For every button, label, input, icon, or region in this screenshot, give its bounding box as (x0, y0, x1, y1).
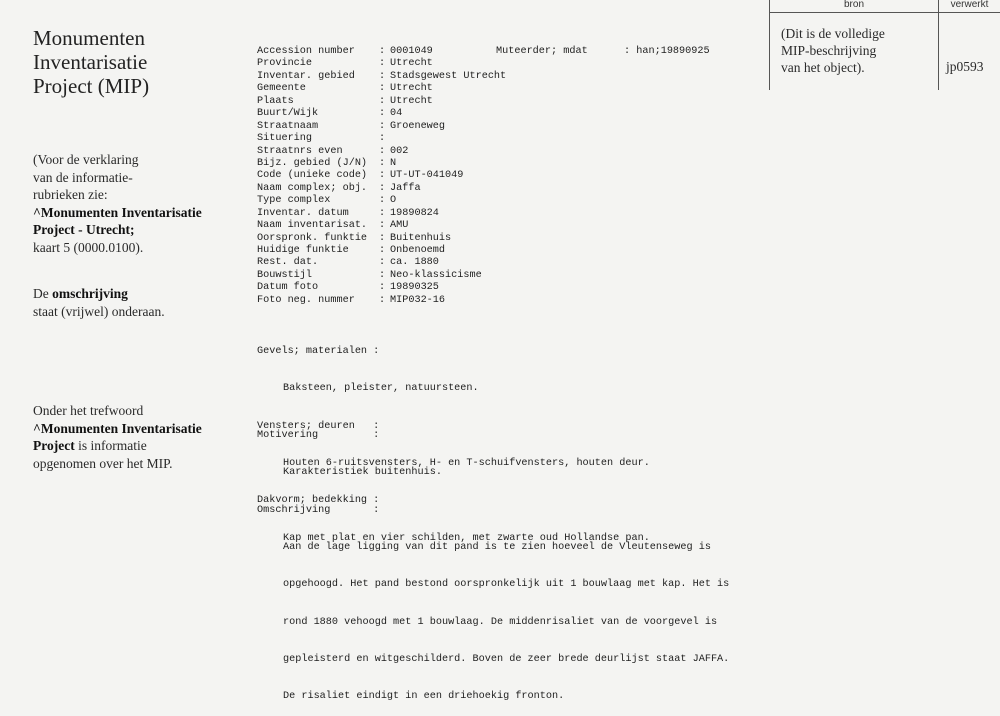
note-text: is informatie (74, 438, 147, 453)
field-value: 002 (390, 145, 409, 157)
section-value: Baksteen, pleister, natuursteen. (283, 383, 479, 395)
reference-link-text[interactable]: Project (33, 438, 75, 453)
record-fields (257, 46, 506, 307)
field-row (257, 183, 506, 195)
reference-link-text: ^Monumenten Inventarisatie (33, 420, 202, 436)
field-colon: : (379, 245, 386, 256)
verwerkt-header: verwerkt (939, 0, 1000, 13)
field-value: Utrecht (390, 95, 433, 107)
bron-line: van het object). (781, 60, 865, 75)
section-label: Vensters; deuren : (257, 420, 380, 432)
field-label: Naam complex; obj. (257, 182, 368, 194)
note-line: van de informatie- (33, 169, 133, 185)
field-colon: : (379, 294, 386, 306)
field-row (257, 295, 506, 307)
field-value: Jaffa (390, 182, 421, 194)
field-colon: : (379, 58, 386, 70)
field-row (257, 46, 506, 58)
section-label: Omschrijving : (257, 504, 380, 516)
bron-line: (Dit is de volledige (781, 26, 885, 41)
field-label: Straatnaam (257, 120, 319, 132)
field-row (257, 71, 506, 83)
field-value: Buitenhuis (390, 232, 452, 244)
reference-link-text: Project - Utrecht; (33, 222, 135, 237)
collection-title-line: Monumenten (33, 26, 145, 50)
field-colon: : (379, 232, 386, 244)
field-colon: : (379, 157, 386, 169)
field-label: Code (unieke code) (257, 170, 368, 182)
field-value: 19890325 (390, 282, 439, 294)
collection-title (33, 26, 233, 98)
description-note (33, 285, 243, 320)
field-row (257, 158, 506, 170)
field-colon: : (379, 269, 386, 281)
field-row (257, 282, 506, 294)
motivation-section (257, 405, 729, 716)
field-value: UT-UT-041049 (390, 170, 464, 182)
field-label: Accession number (257, 46, 355, 57)
field-colon: : (379, 145, 386, 157)
field-value: MIP032-16 (390, 294, 446, 306)
note-line: rubrieken zie: (33, 187, 108, 202)
field-value: Utrecht (390, 58, 433, 70)
field-row (257, 257, 506, 269)
field-label: Rest. dat. (257, 257, 319, 269)
field-value: 04 (390, 108, 403, 120)
field-value: 19890824 (390, 207, 439, 219)
field-row (257, 96, 506, 108)
section-value: Karakteristiek buitenhuis. (283, 467, 442, 479)
verwerkt-cell: jp0593 (946, 59, 984, 74)
field-colon: : (379, 282, 386, 294)
field-value: 0001049 (390, 46, 433, 57)
bron-header: bron (770, 0, 938, 13)
mutation-label: Muteerder; mdat (496, 46, 588, 57)
field-colon: : (379, 108, 386, 120)
field-label: Naam inventarisat. (257, 220, 368, 232)
field-label: Type complex (257, 195, 331, 207)
field-value: Utrecht (390, 83, 433, 95)
note-line (33, 437, 243, 455)
note-line: staat (vrijwel) onderaan. (33, 303, 165, 319)
field-label: Straatnrs even (257, 145, 343, 157)
field-colon: : (379, 182, 386, 194)
field-row (257, 133, 506, 145)
section-value: Kap met plat en vier schilden, met zwarte oud Hollandse pan. (283, 532, 650, 544)
field-value: ca. 1880 (390, 257, 439, 269)
mutation-value: han;19890925 (636, 46, 710, 57)
field-row (257, 270, 506, 282)
field-value: Onbenoemd (390, 245, 446, 256)
field-value: N (390, 157, 397, 169)
field-label: Plaats (257, 95, 294, 107)
field-colon: : (379, 133, 386, 145)
section-value: Houten 6-ruitsvensters, H- en T-schuifvensters, houten deur. (283, 457, 650, 469)
explanation-note (33, 151, 243, 256)
field-row (257, 233, 506, 245)
field-row (257, 220, 506, 232)
note-line: opgenomen over het MIP. (33, 455, 173, 471)
reference-link-text: ^Monumenten Inventarisatie (33, 204, 202, 220)
field-colon: : (379, 170, 386, 182)
note-line: kaart 5 (0000.0100). (33, 239, 144, 255)
field-colon: : (379, 207, 386, 219)
bron-line: MIP-beschrijving (781, 43, 877, 58)
field-value: Groeneweg (390, 120, 446, 132)
field-row (257, 83, 506, 95)
description-line: opgehoogd. Het pand bestond oorspronkelijk uit 1 bouwlaag met kap. Het is (283, 579, 730, 591)
field-colon: : (379, 120, 386, 132)
field-colon: : (624, 46, 631, 57)
field-label: Gemeente (257, 83, 306, 95)
field-label: Huidige funktie (257, 245, 349, 256)
description-line: gepleisterd en witgeschilderd. Boven de zeer brede deurlijst staat JAFFA. (283, 654, 730, 666)
field-colon: : (379, 95, 386, 107)
field-label: Bijz. gebied (J/N) (257, 157, 368, 169)
table-divider (938, 0, 939, 90)
field-row (257, 146, 506, 158)
note-text: De (33, 286, 53, 301)
note-line: Onder het trefwoord (33, 403, 144, 418)
collection-title-line: Project (MIP) (33, 74, 150, 98)
reference-link[interactable] (33, 204, 243, 239)
description-line: De risaliet eindigt in een driehoekig fronton. (283, 691, 565, 703)
field-label: Foto neg. nummer (257, 294, 355, 306)
field-colon: : (379, 83, 386, 95)
description-line: Aan de lage ligging van dit pand is te zien hoeveel de Vleutenseweg is (283, 541, 711, 553)
note-bold-text: omschrijving (52, 286, 128, 301)
field-label: Situering (257, 133, 313, 145)
field-colon: : (379, 46, 386, 57)
field-label: Datum foto (257, 282, 319, 294)
section-label: Dakvorm; bedekking : (257, 495, 380, 507)
field-colon: : (379, 195, 386, 207)
reference-link[interactable] (33, 420, 243, 438)
keyword-note (33, 402, 243, 472)
field-value: Neo-klassicisme (390, 269, 482, 281)
field-row (257, 245, 506, 257)
collection-title-line: Inventarisatie (33, 50, 148, 74)
field-colon: : (379, 70, 386, 82)
note-line: (Voor de verklaring (33, 152, 139, 167)
bron-cell (781, 25, 936, 76)
field-colon: : (379, 257, 386, 269)
field-label: Buurt/Wijk (257, 108, 319, 120)
note-line (33, 285, 243, 303)
field-value: AMU (390, 220, 409, 232)
field-row (257, 108, 506, 120)
section-label: Motivering : (257, 429, 380, 441)
field-label: Oorspronk. funktie (257, 232, 368, 244)
field-colon: : (379, 220, 386, 232)
field-row (257, 58, 506, 70)
field-label: Inventar. datum (257, 207, 349, 219)
field-value: Stadsgewest Utrecht (390, 70, 507, 82)
field-label: Inventar. gebied (257, 70, 355, 82)
section-label: Gevels; materialen : (257, 345, 380, 357)
field-row (257, 208, 506, 220)
description-line: rond 1880 vehoogd met 1 bouwlaag. De middenrisaliet van de voorgevel is (283, 616, 718, 628)
field-row (257, 170, 506, 182)
field-label: Bouwstijl (257, 269, 313, 281)
mutation-info (496, 46, 710, 58)
field-label: Provincie (257, 58, 313, 70)
table-divider (769, 0, 770, 90)
field-value: O (390, 195, 397, 207)
field-row (257, 195, 506, 207)
field-row (257, 121, 506, 133)
